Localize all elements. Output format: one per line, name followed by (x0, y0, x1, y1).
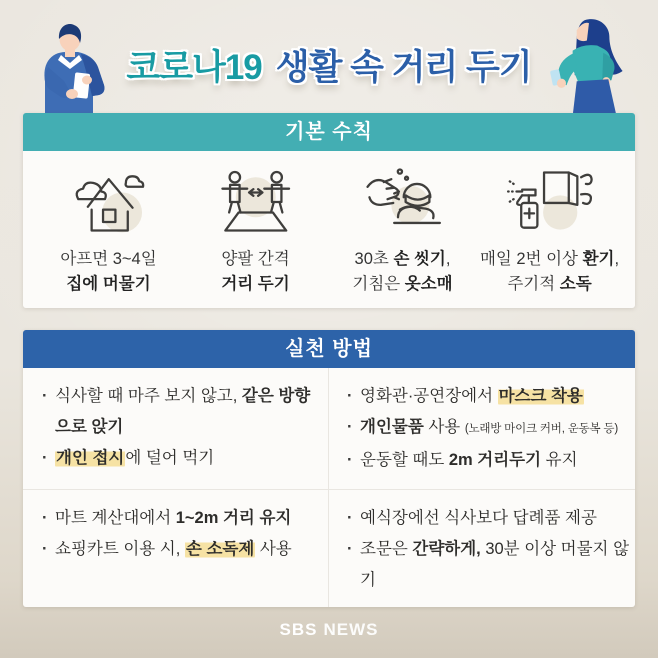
rule-caption-line: 30초 손 씻기, (354, 250, 451, 268)
sbs-logo-text: SBS (279, 620, 318, 639)
practice-section (23, 330, 635, 607)
practice-item: · 개인 접시에 덜어 먹기 (41, 443, 320, 474)
practice-list (41, 503, 320, 565)
basic-rules-section (23, 113, 635, 308)
rule-caption-line: 기침은 옷소매 (352, 274, 453, 293)
arms-length-distance-icon (212, 163, 300, 241)
rule-item-wash-hands (329, 163, 476, 308)
sbs-news-logo (0, 620, 658, 640)
practice-list (41, 381, 320, 474)
practice-item: · 예식장에선 식사보다 답례품 제공 (346, 503, 631, 534)
rule-caption (35, 247, 182, 296)
rule-item-ventilate (476, 163, 623, 308)
basic-rules-header: 기본 수칙 (23, 113, 635, 151)
practice-item: · 개인물품 사용 (노래방 마이크 커버, 운동복 등) (346, 412, 631, 445)
rule-caption-line: 아프면 3~4일 (60, 250, 157, 268)
rule-item-stay-home (35, 163, 182, 308)
rule-caption-line: 매일 2번 이상 환기, (479, 250, 620, 268)
rule-item-distance (182, 163, 329, 308)
practice-cell-ceremonies (329, 490, 635, 607)
practice-item: · 마트 계산대에서 1~2m 거리 유지 (41, 503, 320, 534)
title-corona19: 코로나19 (126, 48, 262, 87)
rule-caption (329, 247, 476, 296)
practice-item: · 조문은 간략하게, 30분 이상 머물지 않기 (346, 534, 631, 596)
rule-caption (182, 247, 329, 296)
title-distancing: 생활 속 거리 두기 (275, 48, 532, 87)
practice-cell-dining (23, 368, 329, 490)
house-icon (65, 163, 153, 241)
practice-item: · 영화관·공연장에서 마스크 착용 (346, 381, 631, 412)
rule-caption-line: 집에 머물기 (66, 274, 151, 293)
practice-cell-public-places (329, 368, 635, 490)
practice-cell-shopping (23, 490, 329, 607)
basic-rules-body (23, 151, 635, 308)
practice-list (346, 381, 631, 476)
practice-body (23, 368, 635, 607)
news-logo-text: NEWS (323, 620, 379, 639)
practice-item: · 식사할 때 마주 보지 않고, 같은 방향으로 앉기 (41, 381, 320, 443)
practice-item: · 운동할 때도 2m 거리두기 유지 (346, 445, 631, 476)
practice-list (346, 503, 631, 596)
practice-item: · 쇼핑카트 이용 시, 손 소독제 사용 (41, 534, 320, 565)
practice-header: 실천 방법 (23, 330, 635, 368)
rule-caption (476, 247, 623, 296)
page-title (0, 40, 658, 90)
rule-caption-line: 주기적 소독 (507, 274, 592, 293)
hand-washing-cough-icon (359, 163, 447, 241)
rule-caption-line: 거리 두기 (221, 274, 290, 293)
rule-caption-line: 양팔 간격 (221, 250, 290, 268)
ventilation-disinfect-icon (506, 163, 594, 241)
